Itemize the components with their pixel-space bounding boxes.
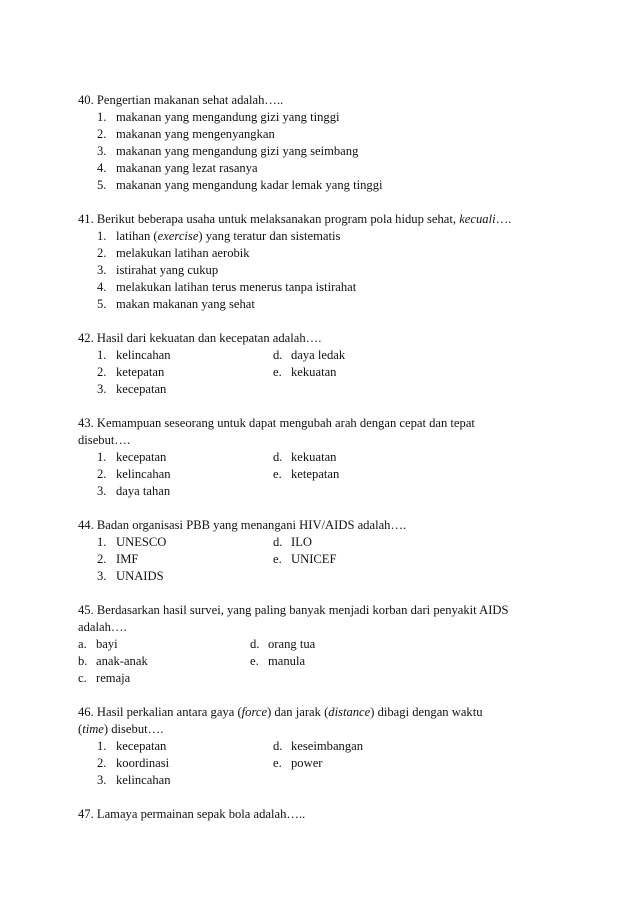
option-row: 3. daya tahan	[97, 484, 171, 498]
exam-page	[78, 92, 598, 840]
option-row: 1. kecepatan d. keseimbangan	[97, 739, 364, 753]
option: 3. makanan yang mengandung gizi yang seimbang	[97, 144, 359, 158]
option-row: 2. IMF e. UNICEF	[97, 552, 337, 566]
option-row: 1. kecepatan d. kekuatan	[97, 450, 337, 464]
question-text: 47. Lamaya permainan sepak bola adalah…..	[78, 807, 306, 821]
question-text: 46. Hasil perkalian antara gaya (force) dan jarak (distance) dibagi dengan waktu (time) disebut….	[78, 705, 483, 736]
question-43	[78, 415, 598, 500]
question-40	[78, 92, 598, 194]
question-text: 43. Kemampuan seseorang untuk dapat mengubah arah dengan cepat dan tepat disebut….	[78, 416, 475, 447]
option-row: 2. kelincahan e. ketepatan	[97, 467, 340, 481]
question-42	[78, 330, 598, 398]
option: 1. latihan (exercise) yang teratur dan sistematis	[97, 229, 341, 243]
question-45	[78, 602, 598, 687]
option-row: b. anak-anak e. manula	[78, 654, 306, 668]
option-row: 3. UNAIDS	[97, 569, 164, 583]
option: 2. makanan yang mengenyangkan	[97, 127, 275, 141]
question-text: 44. Badan organisasi PBB yang menangani HIV/AIDS adalah….	[78, 518, 407, 532]
option-row: 3. kelincahan	[97, 773, 171, 787]
option: 4. melakukan latihan terus menerus tanpa istirahat	[97, 280, 357, 294]
option-row: 1. UNESCO d. ILO	[97, 535, 312, 549]
option-row: c. remaja	[78, 671, 131, 685]
option-row: 1. kelincahan d. daya ledak	[97, 348, 346, 362]
question-text: 45. Berdasarkan hasil survei, yang paling banyak menjadi korban dari penyakit AIDS adalah….	[78, 603, 509, 634]
question-text: 40. Pengertian makanan sehat adalah…..	[78, 93, 284, 107]
option-row: 2. koordinasi e. power	[97, 756, 323, 770]
question-46	[78, 704, 598, 789]
option-row: a. bayi d. orang tua	[78, 637, 316, 651]
option: 2. melakukan latihan aerobik	[97, 246, 250, 260]
option: 5. makanan yang mengandung kadar lemak yang tinggi	[97, 178, 383, 192]
question-44	[78, 517, 598, 585]
option: 3. istirahat yang cukup	[97, 263, 219, 277]
option-row: 2. ketepatan e. kekuatan	[97, 365, 337, 379]
question-41	[78, 211, 598, 313]
question-text: 41. Berikut beberapa usaha untuk melaksanakan program pola hidup sehat, kecuali….	[78, 212, 512, 226]
option: 5. makan makanan yang sehat	[97, 297, 255, 311]
question-text: 42. Hasil dari kekuatan dan kecepatan adalah….	[78, 331, 322, 345]
option: 1. makanan yang mengandung gizi yang tinggi	[97, 110, 340, 124]
question-47	[78, 806, 598, 823]
option-row: 3. kecepatan	[97, 382, 167, 396]
option: 4. makanan yang lezat rasanya	[97, 161, 258, 175]
